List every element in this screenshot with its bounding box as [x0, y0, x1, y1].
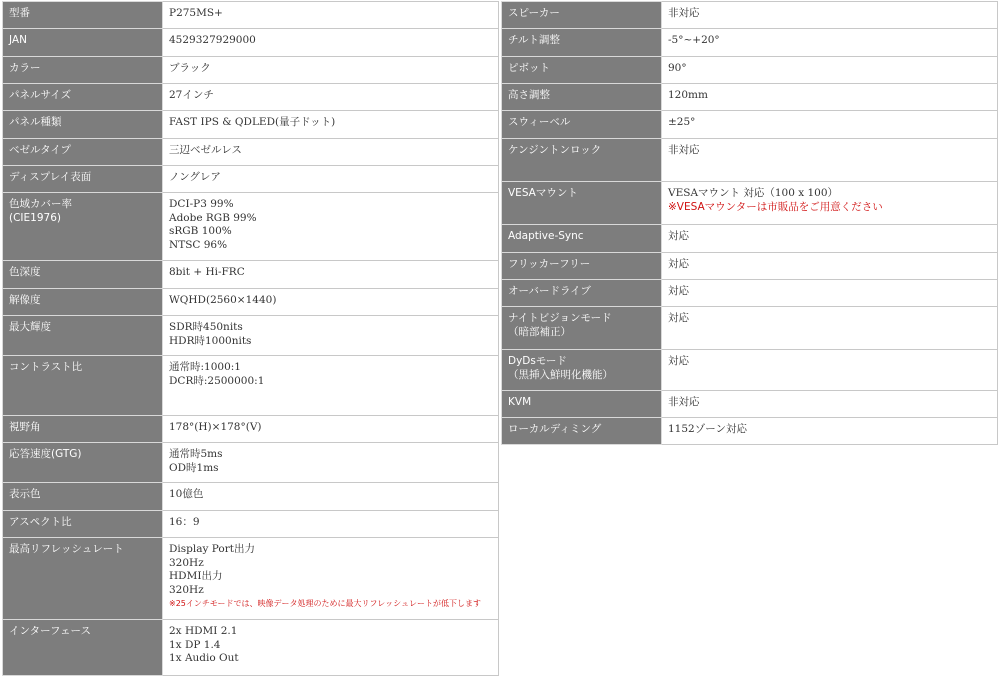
spec-value [163, 84, 499, 111]
spec-value-line: 対応 [668, 258, 689, 270]
spec-value [662, 418, 998, 445]
spec-row [3, 620, 499, 676]
spec-value-line: sRGB 100% [169, 225, 232, 237]
spec-label-line: ディスプレイ表面 [9, 171, 92, 183]
spec-note: ※25インチモードでは、映像データ処理のために最大リフレッシュレートが低下します [169, 599, 481, 608]
spec-value-line: 120mm [668, 89, 708, 101]
spec-label [502, 350, 662, 391]
spec-value [163, 289, 499, 316]
spec-value-line: HDR時1000nits [169, 334, 252, 347]
spec-value-line: ノングレア [169, 171, 221, 183]
spec-label-line: 表示色 [9, 488, 41, 500]
spec-value [662, 139, 998, 182]
spec-value [662, 307, 998, 350]
spec-label-line: JAN [9, 34, 27, 46]
spec-value-line: DCI-P3 99% [169, 198, 234, 210]
spec-row [502, 84, 998, 111]
spec-value-line: 16：9 [169, 516, 200, 528]
spec-row [502, 253, 998, 280]
spec-label [502, 111, 662, 139]
spec-row [3, 111, 499, 139]
spec-row [3, 356, 499, 416]
spec-label-line: 最高リフレッシュレート [9, 543, 124, 555]
spec-value [163, 511, 499, 538]
spec-label [502, 139, 662, 182]
spec-row [502, 182, 998, 225]
spec-label-line: アスペクト比 [9, 516, 72, 528]
spec-label [502, 391, 662, 418]
spec-label-line: オーバードライブ [508, 285, 591, 297]
spec-value [662, 84, 998, 111]
spec-value-line: OD時1ms [169, 461, 219, 474]
spec-label-line: カラー [9, 62, 41, 74]
spec-label-line: VESAマウント [508, 187, 578, 199]
spec-row [502, 350, 998, 391]
spec-value [163, 538, 499, 620]
spec-label-line: 応答速度(GTG) [9, 448, 82, 460]
spec-label-line: KVM [508, 396, 532, 408]
spec-value-line: NTSC 96% [169, 238, 228, 251]
spec-label-line: ピボット [508, 62, 550, 74]
spec-label-line: パネルサイズ [9, 89, 72, 101]
spec-label-line: ケンジントンロック [508, 144, 602, 156]
spec-value [163, 416, 499, 443]
spec-value-line: Adobe RGB 99% [169, 211, 257, 224]
spec-value [662, 225, 998, 253]
spec-label [3, 316, 163, 356]
spec-label-line: チルト調整 [508, 34, 560, 46]
spec-value-line: 320Hz [169, 583, 204, 596]
spec-row [3, 139, 499, 166]
spec-row [3, 483, 499, 511]
spec-row [3, 29, 499, 57]
spec-value-line: 非対応 [668, 144, 700, 156]
spec-label [3, 511, 163, 538]
spec-value-line: 対応 [668, 312, 689, 324]
spec-row [3, 193, 499, 261]
spec-value-line: 2x HDMI 2.1 [169, 625, 238, 637]
spec-value [662, 2, 998, 29]
spec-row [3, 57, 499, 84]
spec-value-line: 1x Audio Out [169, 652, 239, 664]
spec-value [662, 182, 998, 225]
spec-value [662, 391, 998, 418]
spec-label [502, 307, 662, 350]
spec-label [502, 29, 662, 57]
spec-value-line: HDMI出力 [169, 570, 223, 582]
spec-label-line: DyDsモード [508, 355, 567, 367]
spec-value [163, 443, 499, 483]
spec-value [163, 166, 499, 193]
spec-label [502, 418, 662, 445]
spec-label-line: 視野角 [9, 421, 41, 433]
spec-row [502, 225, 998, 253]
spec-value [662, 57, 998, 84]
spec-value-line: 1152ゾーン対応 [668, 423, 748, 435]
spec-value-line: 320Hz [169, 556, 204, 569]
spec-value-line: 対応 [668, 230, 689, 242]
spec-label [3, 111, 163, 139]
spec-row [502, 418, 998, 445]
spec-row [3, 84, 499, 111]
spec-row [502, 2, 998, 29]
spec-row [3, 416, 499, 443]
spec-value-line: Display Port出力 [169, 543, 255, 555]
spec-value-line: 178°(H)×178°(V) [169, 421, 262, 433]
spec-value-line: VESAマウント 対応（100 x 100） [668, 187, 839, 199]
spec-label [502, 225, 662, 253]
spec-value-line: 27インチ [169, 89, 214, 101]
spec-value-line: FAST IPS & QDLED(量子ドット) [169, 116, 336, 128]
spec-value [163, 57, 499, 84]
spec-value-line: 10億色 [169, 488, 204, 500]
spec-row [502, 280, 998, 307]
spec-label-line: （黒挿入鮮明化機能） [508, 368, 613, 381]
spec-row [502, 391, 998, 418]
spec-row [502, 139, 998, 182]
spec-label [502, 182, 662, 225]
spec-value [662, 280, 998, 307]
spec-value [662, 111, 998, 139]
spec-label [3, 538, 163, 620]
spec-value-line: 非対応 [668, 396, 700, 408]
spec-value [163, 356, 499, 416]
spec-table-left [2, 1, 499, 676]
spec-label-line: 最大輝度 [9, 321, 51, 333]
spec-label-line: Adaptive-Sync [508, 230, 584, 242]
spec-label-line: 解像度 [9, 294, 41, 306]
spec-value-line: 4529327929000 [169, 34, 256, 46]
spec-value-line: 三辺ベゼルレス [169, 144, 242, 156]
spec-note: ※VESAマウンターは市販品をご用意ください [668, 200, 883, 213]
spec-label-line: インターフェース [9, 625, 92, 637]
spec-label-line: スピーカー [508, 7, 560, 19]
spec-label [3, 356, 163, 416]
spec-row [502, 111, 998, 139]
spec-label [3, 2, 163, 29]
spec-row [3, 443, 499, 483]
spec-label-line: 色域カバー率 [9, 198, 72, 210]
spec-label-line: コントラスト比 [9, 361, 83, 373]
spec-label [3, 193, 163, 261]
spec-value-line: 1x DP 1.4 [169, 638, 221, 651]
spec-row [502, 29, 998, 57]
spec-value-line: P275MS+ [169, 7, 223, 19]
spec-row [3, 2, 499, 29]
spec-row [3, 166, 499, 193]
spec-value-line: 通常時5ms [169, 448, 223, 460]
spec-value [163, 483, 499, 511]
spec-label-line: ベゼルタイプ [9, 144, 72, 156]
spec-label [3, 139, 163, 166]
spec-label [3, 483, 163, 511]
spec-label [502, 2, 662, 29]
spec-label-line: ナイトビジョンモード [508, 312, 612, 324]
spec-value [163, 193, 499, 261]
spec-value [163, 29, 499, 57]
spec-label [3, 29, 163, 57]
spec-label [3, 443, 163, 483]
spec-value [163, 261, 499, 289]
spec-row [3, 511, 499, 538]
spec-row [502, 57, 998, 84]
spec-label-line: フリッカーフリー [508, 258, 591, 270]
spec-row [502, 307, 998, 350]
spec-value [662, 29, 998, 57]
spec-label-line: スウィーベル [508, 116, 571, 128]
spec-value-line: -5°~+20° [668, 34, 720, 46]
spec-label-line: 色深度 [9, 266, 41, 278]
spec-label [3, 620, 163, 676]
spec-row [3, 316, 499, 356]
spec-value-line: ブラック [169, 62, 211, 74]
spec-label [502, 253, 662, 280]
spec-label [3, 289, 163, 316]
spec-value-line: 8bit + Hi-FRC [169, 266, 245, 278]
spec-value-line: 対応 [668, 285, 689, 297]
spec-row [3, 289, 499, 316]
spec-table-right [501, 1, 998, 445]
spec-value [662, 253, 998, 280]
spec-label-line: パネル種類 [9, 116, 62, 128]
spec-label [502, 57, 662, 84]
spec-label [3, 261, 163, 289]
spec-value-line: 90° [668, 62, 687, 74]
spec-value-line: 通常時:1000:1 [169, 361, 241, 373]
spec-value-line: 非対応 [668, 7, 700, 19]
spec-label [502, 280, 662, 307]
spec-label [3, 57, 163, 84]
spec-row [3, 261, 499, 289]
spec-label-line: (CIE1976) [9, 211, 61, 224]
spec-value-line: ±25° [668, 116, 696, 128]
spec-label [3, 166, 163, 193]
spec-label [502, 84, 662, 111]
spec-label-line: （暗部補正） [508, 325, 571, 338]
spec-label [3, 84, 163, 111]
spec-value [163, 2, 499, 29]
spec-value-line: 対応 [668, 355, 689, 367]
spec-value [163, 316, 499, 356]
spec-value-line: WQHD(2560×1440) [169, 294, 277, 306]
spec-label-line: ローカルディミング [508, 423, 602, 435]
spec-value [163, 620, 499, 676]
spec-label [3, 416, 163, 443]
spec-value-line: SDR時450nits [169, 321, 243, 333]
spec-value [662, 350, 998, 391]
spec-value [163, 111, 499, 139]
spec-value [163, 139, 499, 166]
spec-row [3, 538, 499, 620]
spec-label-line: 高さ調整 [508, 89, 550, 101]
spec-value-line: DCR時:2500000:1 [169, 374, 265, 387]
spec-label-line: 型番 [9, 7, 30, 19]
